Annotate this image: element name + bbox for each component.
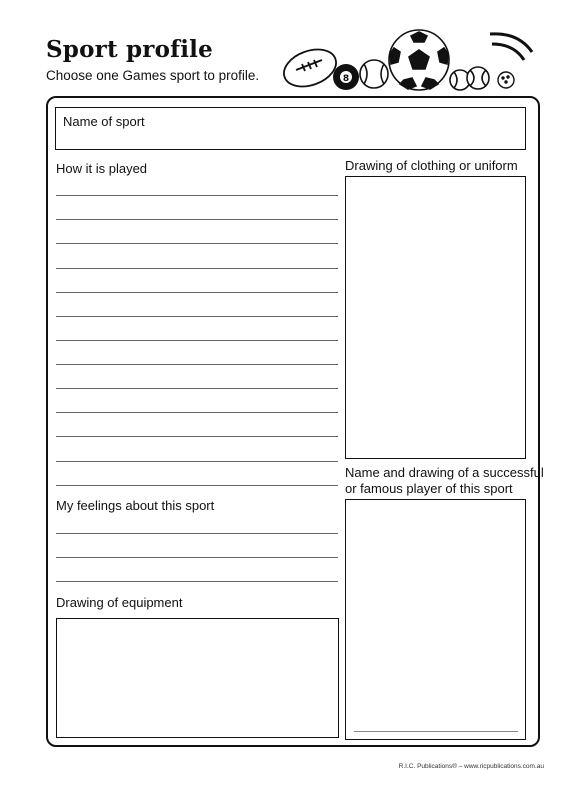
sports-balls-illustration [282, 22, 538, 96]
writing-line[interactable] [56, 412, 338, 413]
equipment-drawing-box[interactable] [56, 618, 339, 738]
writing-line[interactable] [56, 292, 338, 293]
writing-line[interactable] [56, 268, 338, 269]
writing-line[interactable] [56, 533, 338, 534]
clothing-drawing-label: Drawing of clothing or uniform [345, 158, 518, 173]
writing-line[interactable] [56, 195, 338, 196]
player-label-line2: or famous player of this sport [345, 481, 513, 496]
baseball-icon [360, 60, 388, 88]
writing-line[interactable] [56, 581, 338, 582]
writing-line[interactable] [56, 364, 338, 365]
svg-text:8: 8 [342, 74, 350, 84]
writing-line[interactable] [56, 219, 338, 220]
writing-line[interactable] [56, 340, 338, 341]
golf-ball-icon [498, 72, 514, 88]
writing-line[interactable] [56, 436, 338, 437]
player-label-line1: Name and drawing of a successful [345, 465, 544, 480]
writing-line[interactable] [56, 461, 338, 462]
soccer-ball-icon [389, 30, 449, 90]
page-subtitle: Choose one Games sport to profile. [46, 68, 260, 83]
feelings-label: My feelings about this sport [56, 498, 215, 513]
player-name-line[interactable] [354, 731, 518, 732]
tennis-ball-icon [467, 67, 489, 89]
speed-lines-icon [490, 34, 532, 60]
sport-name-field[interactable] [55, 107, 526, 150]
writing-line[interactable] [56, 388, 338, 389]
writing-line[interactable] [56, 243, 338, 244]
writing-line[interactable] [56, 485, 338, 486]
clothing-drawing-box[interactable] [345, 176, 526, 459]
publisher-credit: R.I.C. Publications® – www.ricpublications.com.au [398, 763, 544, 770]
writing-line[interactable] [56, 316, 338, 317]
how-played-label: How it is played [56, 161, 148, 176]
sport-name-label: Name of sport [63, 114, 145, 129]
player-drawing-box[interactable] [345, 499, 526, 740]
page-title: Sport profile [46, 36, 213, 63]
writing-line[interactable] [56, 557, 338, 558]
football-icon [282, 43, 341, 93]
pool-ball-icon [333, 64, 359, 90]
equipment-drawing-label: Drawing of equipment [56, 595, 183, 610]
